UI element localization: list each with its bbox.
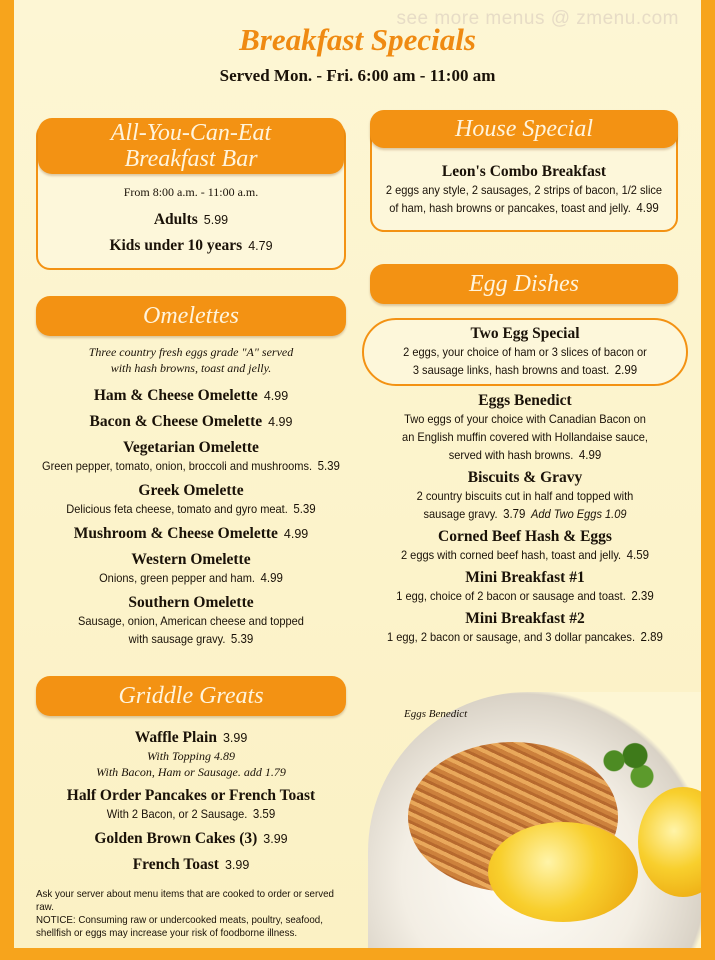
egg-dish-desc-line [375,587,675,605]
omelette-price: 5.39 [317,459,340,473]
breakfast-bar-content [36,184,346,256]
griddle-section [28,728,354,875]
golden-cakes-price: 3.99 [263,832,288,846]
parsley-garnish [593,740,663,792]
omelette-price: 4.99 [268,415,293,429]
omelettes-section [28,344,354,648]
kids-price: 4.79 [248,239,273,253]
egg-dish-desc3: 2 eggs with corned beef hash, toast and jelly. [400,548,622,562]
egg-dish-desc2: an English muffin covered with Hollandaise sauce, [402,430,648,444]
omelette-name: Southern Omelette [128,594,254,611]
waffle-name: Waffle Plain [134,729,217,746]
egg-dish-extra: Add Two Eggs 1.09 [530,507,627,521]
egg-dish-price: 2.89 [640,630,663,644]
house-special-content [370,162,678,217]
omelette-desc: Delicious feta cheese, tomato and gyro meat. [66,502,288,516]
egg-dish-price: 4.99 [578,448,602,462]
omelette-name: Ham & Cheese Omelette [93,387,258,404]
kids-label: Kids under 10 years [109,237,243,254]
omelette-list [28,386,354,648]
egg-dish-name: Mini Breakfast #1 [465,569,585,586]
house-special-name: Leon's Combo Breakfast [441,163,607,180]
egg-dish-name: Corned Beef Hash & Eggs [438,528,612,545]
watermark-text: see more menus @ zmenu.com [396,8,679,29]
photo-caption: Eggs Benedict [404,708,468,720]
egg-dish-price: 4.59 [626,548,650,562]
egg-dish-item [362,609,688,646]
omelette-name: Vegetarian Omelette [123,439,259,456]
egg-dish-desc3: 1 egg, 2 bacon or sausage, and 3 dollar pancakes. [387,630,636,644]
egg-dish-item [362,391,688,464]
omelette-price: 4.99 [260,571,283,585]
omelette-item [28,438,354,475]
omelette-price: 5.39 [293,502,316,516]
egg-dish-price: 3.79 [503,507,526,521]
french-toast-name: French Toast [132,856,219,873]
omelette-item [28,481,354,518]
house-special-banner: House Special [370,110,678,148]
egg-dish-desc3: sausage gravy. [423,507,498,521]
omelette-line [28,412,354,432]
kids-line [36,236,346,256]
breakfast-bar-heading-line2: Breakfast Bar [124,146,258,172]
half-order-price: 3.59 [252,807,276,821]
omelette-desc-line [41,630,341,648]
waffle-price: 3.99 [222,731,248,745]
omelette-price: 5.39 [230,632,254,646]
omelette-desc: Sausage, onion, American cheese and topped [78,614,304,628]
two-egg-special-desc1: 2 eggs, your choice of ham or 3 slices of bacon or [403,345,647,359]
egg-dish-item [362,468,688,523]
adults-price: 5.99 [203,213,229,227]
egg-dish-desc-line [375,505,675,523]
two-egg-special-line2 [375,361,675,379]
house-special-desc2: of ham, hash browns or pancakes, toast and jelly. [389,201,631,215]
omelette-line [28,386,354,406]
adults-label: Adults [153,211,198,228]
egg-dishes-section [362,324,688,646]
omelettes-banner: Omelettes [36,296,346,336]
omelette-item [28,550,354,587]
menu-page [14,0,701,948]
omelettes-note-line1: Three country fresh eggs grade "A" served [88,345,294,359]
egg-dish-desc1: Two eggs of your choice with Canadian Bacon on [404,412,646,426]
page-title: Breakfast Specials [239,22,476,57]
eggs-benedict-photo [368,692,701,948]
waffle-line [28,728,354,748]
griddle-greats-banner: Griddle Greats [36,676,346,716]
egg-dish-name: Eggs Benedict [478,392,572,409]
egg-dish-price: 2.39 [631,589,654,603]
omelette-price: 4.99 [263,389,289,403]
egg-dishes-banner: Egg Dishes [370,264,678,304]
omelette-name: Bacon & Cheese Omelette [89,413,263,430]
food-safety-notice [36,888,343,940]
egg-yolk-shape [488,822,638,922]
footer-line2: NOTICE: Consuming raw or undercooked meats, poultry, seafood, [36,914,323,926]
egg-dish-desc-line [375,546,675,564]
served-hours: Served Mon. - Fri. 6:00 am - 11:00 am [219,66,496,85]
omelette-desc: Onions, green pepper and ham. [99,571,255,585]
golden-cakes-line [28,829,354,849]
breakfast-bar-hours: From 8:00 a.m. - 11:00 a.m. [123,185,259,199]
omelette-item [28,524,354,544]
waffle-bacon: With Bacon, Ham or Sausage. add 1.79 [96,765,286,779]
french-toast-price: 3.99 [224,858,250,872]
omelette-name: Greek Omelette [138,482,244,499]
egg-dish-name: Mini Breakfast #2 [465,610,585,627]
egg-dish-desc3: 1 egg, choice of 2 bacon or sausage and toast. [396,589,626,603]
egg-dish-desc1: 2 country biscuits cut in half and topped with [416,489,634,503]
waffle-topping: With Topping 4.89 [147,749,235,763]
half-order-name: Half Order Pancakes or French Toast [66,787,316,804]
adults-line [36,210,346,230]
omelette-desc: Green pepper, tomato, onion, broccoli and mushrooms. [42,459,313,473]
egg-dish-desc-line [375,446,675,464]
egg-yolk-shape [638,787,701,897]
footer-line1: Ask your server about menu items that are cooked to order or served raw. [36,888,334,913]
omelette-item [28,386,354,406]
house-special-desc2-line [382,199,665,217]
half-order-desc: With 2 Bacon, or 2 Sausage. [106,807,248,821]
omelette-item [28,412,354,432]
half-order-line [41,805,341,823]
egg-dish-name: Biscuits & Gravy [467,469,583,486]
omelette-name: Western Omelette [131,551,251,568]
house-special-price: 4.99 [636,201,659,215]
omelettes-note-line2: with hash browns, toast and jelly. [110,361,272,375]
omelette-price: 4.99 [283,527,309,541]
breakfast-bar-banner [38,118,344,174]
egg-dish-list [362,391,688,646]
two-egg-special-name: Two Egg Special [470,325,580,342]
two-egg-special-desc2: 3 sausage links, hash browns and toast. [412,363,610,377]
omelette-item [28,593,354,648]
omelette-desc2: with sausage gravy. [128,632,226,646]
egg-dish-desc-line [375,628,675,646]
omelette-desc-line [41,457,341,475]
golden-cakes-name: Golden Brown Cakes (3) [94,830,258,847]
french-toast-line [28,855,354,875]
omelette-desc-line [41,500,341,518]
egg-dish-item [362,568,688,605]
two-egg-special-price: 2.99 [614,363,638,377]
egg-dish-item [362,527,688,564]
omelette-name: Mushroom & Cheese Omelette [73,525,278,542]
footer-line3: shellfish or eggs may increase your risk of foodborne illness. [36,927,298,939]
egg-dish-desc3: served with hash browns. [448,448,574,462]
omelette-line [28,524,354,544]
breakfast-bar-heading-line1: All-You-Can-Eat [110,120,272,146]
omelette-desc-line [41,569,341,587]
house-special-desc1: 2 eggs any style, 2 sausages, 2 strips of bacon, 1/2 slice [385,183,663,197]
